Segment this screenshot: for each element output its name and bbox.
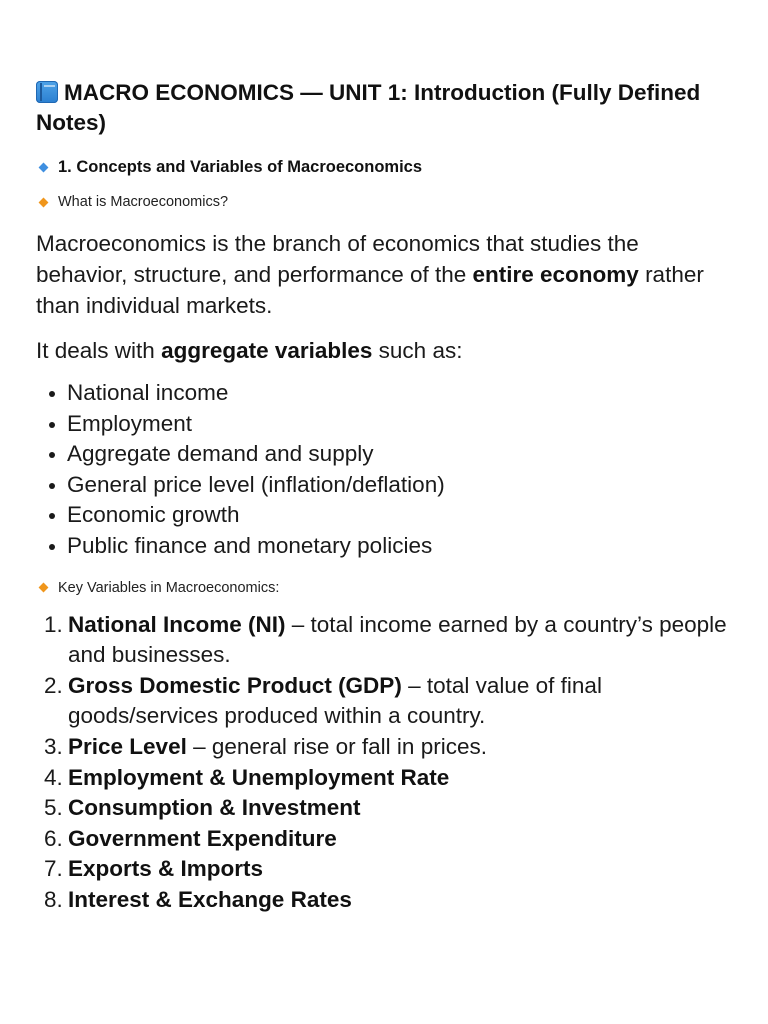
aggregate-variables-list: [36, 378, 732, 562]
aggregate-text-end: such as:: [372, 338, 463, 363]
item-number: 3.: [44, 733, 63, 759]
section-heading: [36, 156, 732, 178]
list-item: Public finance and monetary policies: [67, 531, 732, 562]
numbered-item: [44, 763, 732, 794]
numbered-item: [44, 671, 732, 732]
item-number: 1.: [44, 611, 63, 637]
item-term: National Income (NI): [68, 611, 286, 637]
item-term: Consumption & Investment: [68, 795, 361, 821]
item-term: Price Level: [68, 733, 187, 759]
aggregate-paragraph: [36, 335, 732, 366]
aggregate-text-start: It deals with: [36, 338, 162, 363]
blue-diamond-icon: [39, 162, 49, 172]
list-item: General price level (inflation/deflation): [67, 470, 732, 501]
item-number: 4.: [44, 764, 63, 790]
orange-diamond-icon: [39, 197, 49, 207]
item-term: Gross Domestic Product (GDP): [68, 672, 402, 698]
orange-diamond-icon: [39, 583, 49, 593]
numbered-item: [44, 610, 732, 671]
item-term: Exports & Imports: [68, 856, 264, 882]
item-number: 8.: [44, 886, 63, 912]
item-number: 7.: [44, 856, 63, 882]
definition-text-end: rather than individual markets.: [36, 262, 704, 318]
list-item: Aggregate demand and supply: [67, 439, 732, 470]
document-title: [36, 78, 732, 138]
item-term: Employment & Unemployment Rate: [68, 764, 450, 790]
key-variables-list: [36, 610, 732, 916]
item-description: – total value of final goods/services produced within a country.: [68, 672, 602, 729]
item-number: 6.: [44, 825, 63, 851]
book-icon: [36, 81, 58, 103]
item-number: 5.: [44, 795, 63, 821]
list-item: National income: [67, 378, 732, 409]
subsection-heading-key-variables: [36, 578, 732, 598]
subsection-heading-key-variables-text: Key Variables in Macroeconomics:: [58, 579, 280, 596]
numbered-item: [44, 793, 732, 824]
document-title-text: MACRO ECONOMICS — UNIT 1: Introduction (Fully Defined Notes): [36, 80, 701, 135]
definition-bold-term: entire economy: [472, 262, 639, 287]
subsection-heading-what-is: [36, 192, 732, 212]
item-description: – total income earned by a country’s people and businesses.: [68, 611, 727, 668]
numbered-item: [44, 824, 732, 855]
numbered-item: [44, 732, 732, 763]
list-item: Economic growth: [67, 500, 732, 531]
item-number: 2.: [44, 672, 63, 698]
numbered-item: [44, 854, 732, 885]
list-item: Employment: [67, 409, 732, 440]
definition-text-start: Macroeconomics is the branch of economics that studies the behavior, structure, and performance of the: [36, 231, 639, 287]
item-description: – general rise or fall in prices.: [186, 733, 487, 759]
subsection-heading-what-is-text: What is Macroeconomics?: [58, 194, 229, 210]
section-heading-text: 1. Concepts and Variables of Macroeconomics: [58, 158, 423, 176]
numbered-item: [44, 885, 732, 916]
definition-paragraph: [36, 228, 732, 321]
item-term: Interest & Exchange Rates: [68, 886, 352, 912]
aggregate-bold-term: aggregate variables: [161, 338, 373, 363]
item-term: Government Expenditure: [68, 825, 337, 851]
